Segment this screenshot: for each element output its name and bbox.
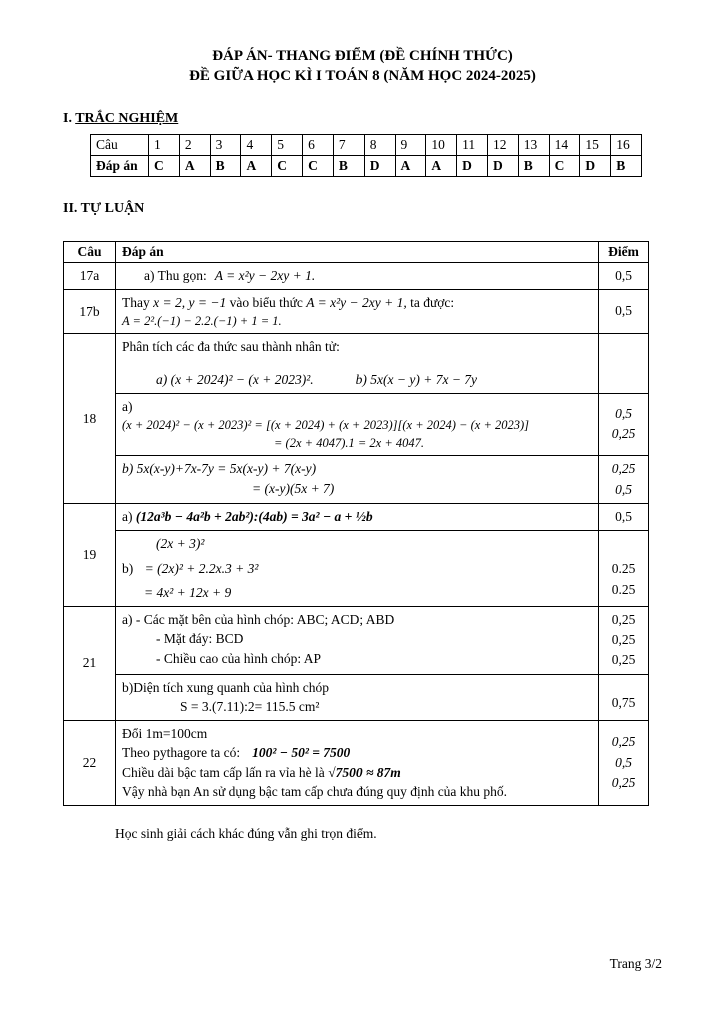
answer-19b-eq1: = (2x)² + 2.2x.3 + 3² xyxy=(144,560,259,576)
problem-18-intro: Phân tích các đa thức sau thành nhân tử: xyxy=(122,339,340,355)
essay-row-18b-solution xyxy=(64,456,649,504)
problem-18-parts xyxy=(122,370,592,390)
essay-row-19a xyxy=(64,503,649,530)
score-22-value1: 0,25 xyxy=(611,734,636,750)
score-19b-value1: 0.25 xyxy=(611,561,636,577)
score-18a-value1: 0,5 xyxy=(615,406,632,422)
mcq-answer-16: B xyxy=(611,155,642,176)
section-2-heading: II. TỰ LUẬN xyxy=(63,200,145,216)
mcq-answer-2: A xyxy=(179,155,210,176)
answer-17b-math1: x = 2, y = −1 xyxy=(153,294,227,310)
score-19b xyxy=(599,531,649,607)
answer-21b-line1: b)Diện tích xung quanh của hình chóp xyxy=(122,679,329,695)
mcq-number-15: 15 xyxy=(580,134,611,155)
mcq-number-2: 2 xyxy=(179,134,210,155)
essay-row-21b xyxy=(64,674,649,720)
answer-17b-text3: ta được: xyxy=(410,294,455,310)
mcq-answer-8: D xyxy=(364,155,395,176)
page-number: Trang 3/2 xyxy=(609,956,662,971)
mcq-answer-table xyxy=(90,134,642,177)
essay-row-18a-solution xyxy=(64,393,649,456)
mcq-answer-7: B xyxy=(333,155,364,176)
title-line-1: ĐÁP ÁN- THANG ĐIỂM (ĐỀ CHÍNH THỨC) xyxy=(212,48,513,64)
answer-18a-line1: (x + 2024)² − (x + 2023)² = [(x + 2024) + (x + 2023)][(x + 2024) − (x + 2023)] xyxy=(122,418,530,433)
mcq-number-12: 12 xyxy=(487,134,518,155)
mcq-answer-6: C xyxy=(303,155,334,176)
essay-row-18-problem xyxy=(64,334,649,393)
answer-19b xyxy=(116,531,599,607)
answer-17a-formula: A = x²y − 2xy + 1. xyxy=(214,267,316,283)
answer-22-line2 xyxy=(122,743,592,763)
answer-17b-text2: vào biểu thức xyxy=(229,294,303,310)
problem-18a: a) (x + 2024)² − (x + 2023)². xyxy=(156,372,314,387)
question-number-17a: 17a xyxy=(64,262,116,289)
score-17b: 0,5 xyxy=(599,289,649,334)
mcq-number-3: 3 xyxy=(210,134,241,155)
score-22 xyxy=(599,720,649,805)
score-18b xyxy=(599,456,649,504)
answer-21b-line2: S = 3.(7.11):2= 115.5 cm² xyxy=(180,699,320,715)
answer-18a-label: a) xyxy=(122,398,133,414)
mcq-answer-3: B xyxy=(210,155,241,176)
answer-18a-line2: = (2x + 4047).1 = 2x + 4047. xyxy=(274,436,425,451)
score-21a-value1: 0,25 xyxy=(611,611,636,627)
answer-17b-line2: A = 2².(−1) − 2.2.(−1) + 1 = 1. xyxy=(122,314,282,329)
mcq-answer-10: A xyxy=(426,155,457,176)
answer-19a-label: a) xyxy=(122,508,133,524)
score-19b-value2: 0.25 xyxy=(611,581,636,597)
score-18b-value2: 0,5 xyxy=(615,481,632,497)
question-number-19: 19 xyxy=(64,503,116,606)
mcq-answer-12: D xyxy=(487,155,518,176)
answer-17b xyxy=(116,289,599,334)
mcq-number-14: 14 xyxy=(549,134,580,155)
answer-17a-line xyxy=(122,266,592,286)
answer-22-line1: Đổi 1m=100cm xyxy=(122,725,208,741)
answer-19a-line xyxy=(122,507,592,527)
answer-22-line4: Vậy nhà bạn An sử dụng bậc tam cấp chưa đúng quy định của khu phố. xyxy=(122,784,508,800)
mcq-number-9: 9 xyxy=(395,134,426,155)
mcq-answer-13: B xyxy=(518,155,549,176)
answer-17b-math2: A = x²y − 2xy + 1, xyxy=(306,294,407,310)
section-1-label: TRẮC NGHIỆM xyxy=(75,110,179,126)
mcq-number-6: 6 xyxy=(303,134,334,155)
question-number-22: 22 xyxy=(64,720,116,805)
mcq-number-10: 10 xyxy=(426,134,457,155)
essay-row-17b xyxy=(64,289,649,334)
section-1-heading xyxy=(63,111,662,127)
score-21a xyxy=(599,606,649,674)
mcq-answer-row xyxy=(91,155,642,176)
answer-19a xyxy=(116,503,599,530)
answer-21a-line1: a) - Các mặt bên của hình chóp: ABC; ACD; ABD xyxy=(122,611,395,627)
title-line-2: ĐỀ GIỮA HỌC KÌ I TOÁN 8 (NĂM HỌC 2024-2025) xyxy=(189,68,536,85)
essay-header-dapan: Đáp án xyxy=(116,241,599,262)
section-1-prefix: I. xyxy=(63,110,72,126)
answer-21a-line3: - Chiều cao của hình chóp: AP xyxy=(156,650,321,666)
essay-header-diem: Điểm xyxy=(599,241,649,262)
mcq-answer-11: D xyxy=(457,155,488,176)
score-17a: 0,5 xyxy=(599,262,649,289)
question-number-21: 21 xyxy=(64,606,116,720)
answer-18b-line1: b) 5x(x-y)+7x-7y = 5x(x-y) + 7(x-y) xyxy=(122,461,317,477)
score-22-value2: 0,5 xyxy=(615,754,632,770)
mcq-dapan-label: Đáp án xyxy=(91,155,149,176)
problem-18 xyxy=(116,334,599,393)
answer-22-line3 xyxy=(122,763,592,783)
answer-17b-text1: Thay xyxy=(122,294,150,310)
score-18-problem xyxy=(599,334,649,393)
score-21b: 0,75 xyxy=(599,674,649,720)
score-21a-value2: 0,25 xyxy=(611,632,636,648)
mcq-question-row xyxy=(91,134,642,155)
essay-row-19b xyxy=(64,531,649,607)
mcq-number-5: 5 xyxy=(272,134,303,155)
mcq-cau-label: Câu xyxy=(91,134,149,155)
essay-row-22 xyxy=(64,720,649,805)
answer-21b xyxy=(116,674,599,720)
answer-21a-line2: - Mặt đáy: BCD xyxy=(156,631,244,647)
score-19a: 0,5 xyxy=(599,503,649,530)
answer-17a-label: a) Thu gọn: xyxy=(144,267,207,283)
mcq-number-4: 4 xyxy=(241,134,272,155)
answer-19b-label: b) xyxy=(122,560,134,576)
answer-18b-line2: = (x-y)(5x + 7) xyxy=(252,480,335,496)
answer-21a xyxy=(116,606,599,674)
mcq-answer-15: D xyxy=(580,155,611,176)
score-22-value3: 0,25 xyxy=(611,774,636,790)
answer-22-line2-math: 100² − 50² = 7500 xyxy=(252,745,351,761)
mcq-answer-5: C xyxy=(272,155,303,176)
answer-19b-line3: = 4x² + 12x + 9 xyxy=(144,585,232,601)
grading-note: Học sinh giải cách khác đúng vẫn ghi trọn điểm. xyxy=(115,825,377,841)
answer-19b-line1: (2x + 3)² xyxy=(156,536,205,552)
mcq-number-7: 7 xyxy=(333,134,364,155)
score-18a xyxy=(599,393,649,456)
score-18a-value2: 0,25 xyxy=(611,426,636,442)
essay-header-cau: Câu xyxy=(64,241,116,262)
question-number-18: 18 xyxy=(64,334,116,503)
answer-22-line3-math: √7500 ≈ 87m xyxy=(328,764,401,780)
score-18b-value1: 0,25 xyxy=(611,461,636,477)
answer-17b-line1 xyxy=(122,293,592,313)
answer-18a xyxy=(116,393,599,456)
essay-row-17a xyxy=(64,262,649,289)
essay-row-21a xyxy=(64,606,649,674)
essay-header-row xyxy=(64,241,649,262)
mcq-answer-9: A xyxy=(395,155,426,176)
mcq-number-1: 1 xyxy=(149,134,180,155)
score-21a-value3: 0,25 xyxy=(611,652,636,668)
mcq-number-16: 16 xyxy=(611,134,642,155)
mcq-number-8: 8 xyxy=(364,134,395,155)
answer-22 xyxy=(116,720,599,805)
mcq-answer-1: C xyxy=(149,155,180,176)
mcq-number-13: 13 xyxy=(518,134,549,155)
answer-18b xyxy=(116,456,599,504)
mcq-answer-14: C xyxy=(549,155,580,176)
answer-22-line3-text: Chiều dài bậc tam cấp lấn ra vỉa hè là xyxy=(122,764,325,780)
question-number-17b: 17b xyxy=(64,289,116,334)
answer-17a xyxy=(116,262,599,289)
answer-22-line2-text: Theo pythagore ta có: xyxy=(122,745,241,761)
mcq-number-11: 11 xyxy=(457,134,488,155)
essay-answer-table xyxy=(63,241,649,806)
mcq-answer-4: A xyxy=(241,155,272,176)
answer-19b-line2 xyxy=(122,559,592,579)
document-title xyxy=(63,46,662,87)
problem-18b: b) 5x(x − y) + 7x − 7y xyxy=(355,372,478,387)
answer-19a-formula: (12a³b − 4a²b + 2ab²):(4ab) = 3a² − a + ½b xyxy=(135,508,373,524)
